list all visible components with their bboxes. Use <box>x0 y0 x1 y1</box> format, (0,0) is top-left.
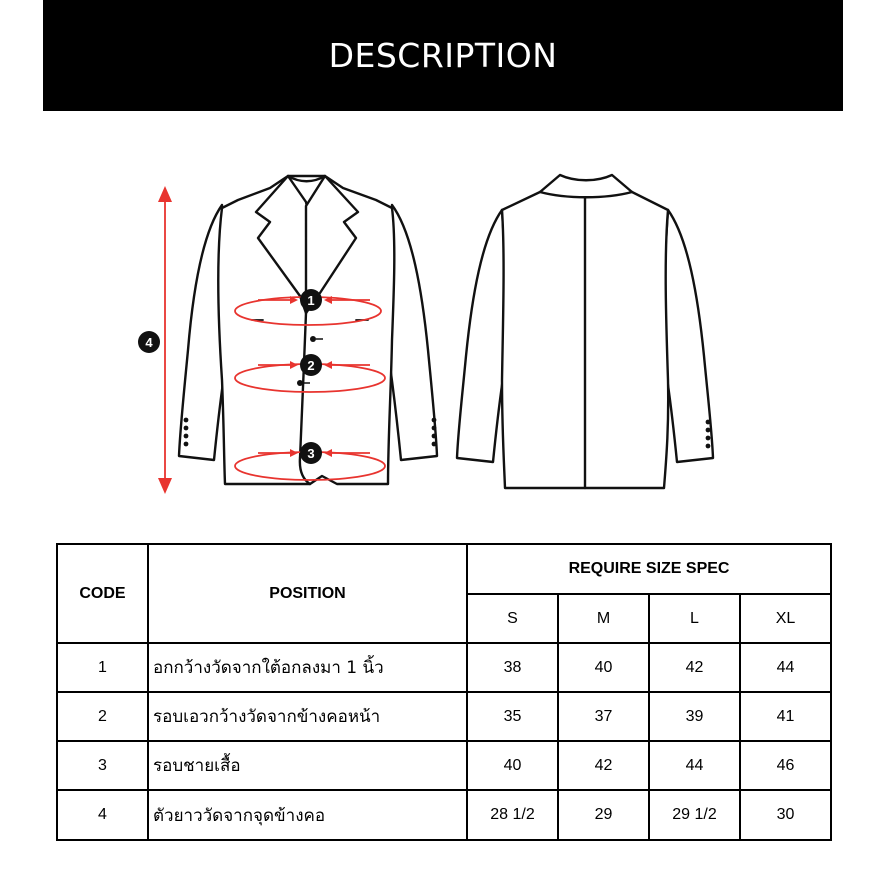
marker-4 <box>138 331 160 353</box>
row-value: 35 <box>467 692 558 741</box>
table-row <box>57 643 831 692</box>
header-require-size-spec: REQUIRE SIZE SPEC <box>467 544 831 594</box>
row-value: 39 <box>649 692 740 741</box>
jacket-illustration <box>0 111 886 521</box>
svg-text:4: 4 <box>145 335 153 350</box>
row-value: 40 <box>467 741 558 790</box>
size-m: M <box>558 594 649 643</box>
header-code: CODE <box>57 544 148 643</box>
row-code: 4 <box>57 790 148 840</box>
svg-text:3: 3 <box>307 446 315 461</box>
svg-text:1: 1 <box>307 293 315 308</box>
row-value: 29 <box>558 790 649 840</box>
row-value: 38 <box>467 643 558 692</box>
header-position: POSITION <box>148 544 467 643</box>
row-value: 37 <box>558 692 649 741</box>
row-value: 28 1/2 <box>467 790 558 840</box>
size-xl: XL <box>740 594 831 643</box>
row-value: 44 <box>649 741 740 790</box>
row-code: 2 <box>57 692 148 741</box>
marker-3 <box>300 442 322 464</box>
table-row <box>57 741 831 790</box>
description-banner <box>43 0 843 111</box>
jacket-front <box>179 176 437 484</box>
table-header-row <box>57 544 831 594</box>
table-row <box>57 790 831 840</box>
row-position: ตัวยาววัดจากจุดข้างคอ <box>148 790 467 840</box>
row-value: 29 1/2 <box>649 790 740 840</box>
row-code: 3 <box>57 741 148 790</box>
row-value: 42 <box>558 741 649 790</box>
size-l: L <box>649 594 740 643</box>
row-position: รอบชายเสื้อ <box>148 741 467 790</box>
row-value: 42 <box>649 643 740 692</box>
size-s: S <box>467 594 558 643</box>
row-position: อกกว้างวัดจากใต้อกลงมา 1 นิ้ว <box>148 643 467 692</box>
banner-title: DESCRIPTION <box>328 36 558 75</box>
row-position: รอบเอวกว้างวัดจากข้างคอหน้า <box>148 692 467 741</box>
marker-1 <box>300 289 322 311</box>
row-value: 44 <box>740 643 831 692</box>
size-spec-table <box>56 543 832 841</box>
row-value: 41 <box>740 692 831 741</box>
row-value: 30 <box>740 790 831 840</box>
marker-2 <box>300 354 322 376</box>
svg-text:2: 2 <box>307 358 315 373</box>
row-value: 46 <box>740 741 831 790</box>
jacket-back <box>457 175 713 488</box>
row-code: 1 <box>57 643 148 692</box>
row-value: 40 <box>558 643 649 692</box>
table-row <box>57 692 831 741</box>
